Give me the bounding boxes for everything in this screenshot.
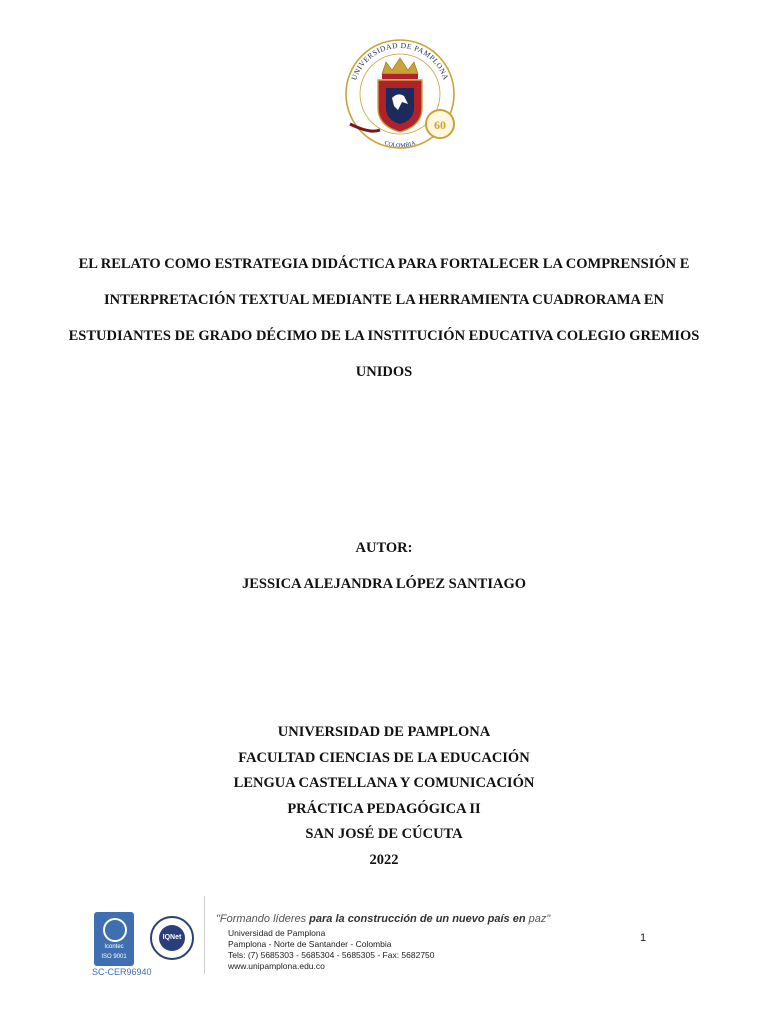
anniversary-badge-text: 60 [434,118,446,132]
footer-divider [204,896,205,974]
author-label: AUTOR: [355,540,413,556]
author-name: JESSICA ALEJANDRA LÓPEZ SANTIAGO [241,576,527,592]
document-title [40,246,728,390]
icontec-standard: ISO 9001 [101,954,127,960]
university-name: UNIVERSIDAD DE PAMPLONA [277,724,491,740]
footer-slogan: "Formando líderes para la construcción de un nuevo país en paz" [216,913,551,925]
slogan-part-bold: para la construcción de un nuevo país en [309,913,529,925]
faculty-name: FACULTAD CIENCIAS DE LA EDUCACIÓN [238,749,530,766]
contact-line: Pamplona - Norte de Santander - Colombia [228,939,392,949]
title-line: UNIDOS [355,364,413,380]
footer-contact [228,928,435,972]
year: 2022 [369,851,399,868]
page-number: 1 [640,932,647,944]
page-footer [0,890,768,1024]
logo-bottom-text: COLOMBIA [383,140,417,150]
iqnet-certification-icon [150,916,194,960]
title-line: ESTUDIANTES DE GRADO DÉCIMO DE LA INSTITUCIÓN EDUCATIVA COLEGIO GREMIOS [68,328,700,344]
logo-ring-text: UNIVERSIDAD DE PAMPLONA [349,40,451,82]
contact-line: Universidad de Pamplona [228,928,326,938]
institution-section [40,720,728,873]
contact-line: Tels: (7) 5685303 - 5685304 - 5685305 - Fax: 5682750 [228,950,435,960]
university-logo [340,36,464,154]
city-name: SAN JOSÉ DE CÚCUTA [305,826,463,842]
icontec-name: Icontec [104,944,124,950]
icontec-certification-icon [94,912,134,966]
title-line: EL RELATO COMO ESTRATEGIA DIDÁCTICA PARA FORTALECER LA COMPRENSIÓN E [78,256,690,272]
university-seal-icon [340,36,464,154]
iqnet-name: IQNet [159,925,185,951]
program-name: LENGUA CASTELLANA Y COMUNICACIÓN [233,775,535,791]
slogan-part: Formando líderes [219,913,310,925]
author-section [40,536,728,596]
certification-code: SC-CER96940 [92,967,152,977]
slogan-part: paz [528,913,547,925]
course-name: PRÁCTICA PEDAGÓGICA II [287,800,481,817]
contact-line: www.unipamplona.edu.co [228,961,325,971]
title-line: INTERPRETACIÓN TEXTUAL MEDIANTE LA HERRAMIENTA CUADRORAMA EN [104,292,664,308]
